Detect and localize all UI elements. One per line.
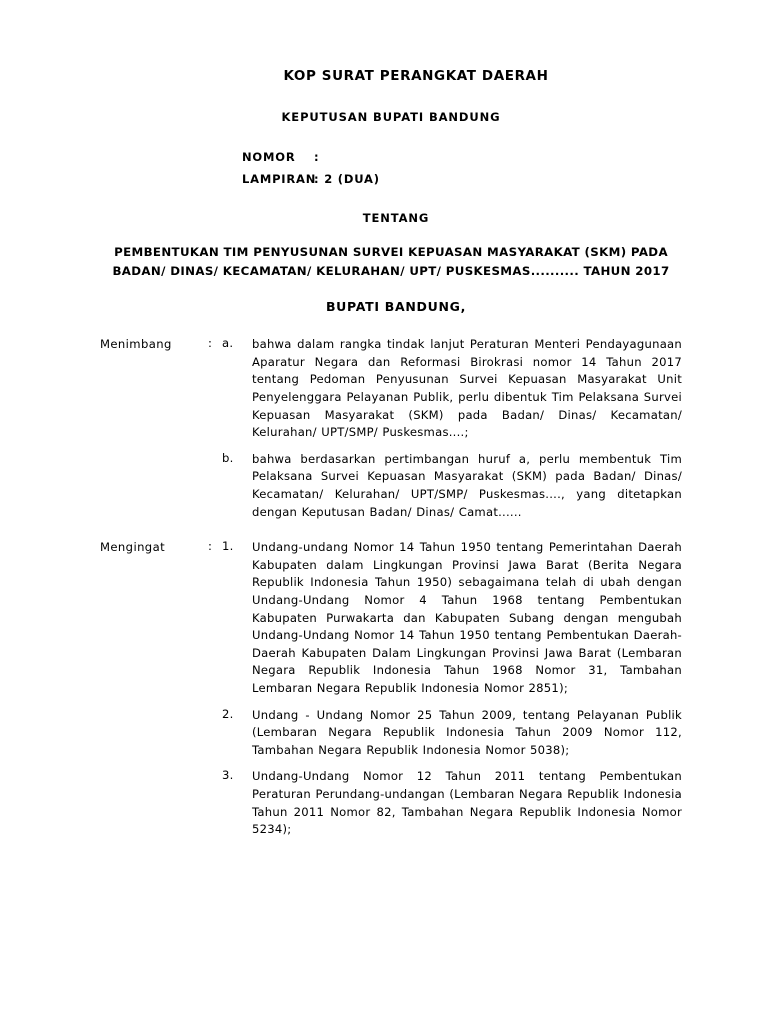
decree-heading-block (100, 110, 682, 124)
nomor-value: : (314, 150, 320, 164)
list-item (222, 336, 682, 442)
decree-subject-title: PEMBENTUKAN TIM PENYUSUNAN SURVEI KEPUASAN MASYARAKAT (SKM) PADA BADAN/ DINAS/ KECAMATAN/ KELURAHAN/ UPT/ PUSKESMAS.......... TAHUN 2017 (112, 244, 670, 278)
item-text: Undang-Undang Nomor 12 Tahun 2011 tentang Pembentukan Peraturan Perundang-undangan (Lembaran Negara Republik Indonesia Tahun 2011 Nomor 82, Tambahan Negara Republik Indonesia Nomor 5234); (252, 769, 682, 837)
clause-mengingat (100, 539, 682, 839)
lampiran-row (242, 168, 682, 190)
list-item (222, 539, 682, 697)
clause-items (222, 539, 682, 839)
list-item (222, 707, 682, 760)
decree-heading: KEPUTUSAN BUPATI BANDUNG (281, 110, 501, 124)
list-item (222, 768, 682, 838)
lampiran-value: : 2 (DUA) (314, 172, 380, 187)
number-block (242, 146, 682, 191)
item-marker: a. (222, 336, 234, 351)
nomor-label: NOMOR (242, 150, 296, 164)
nomor-row (242, 146, 682, 168)
lampiran-label: LAMPIRAN (242, 172, 317, 187)
letterhead-title: KOP SURAT PERANGKAT DAERAH (283, 68, 549, 84)
item-marker: 3. (222, 768, 234, 783)
clause-colon: : (208, 336, 212, 351)
item-text: Undang - Undang Nomor 25 Tahun 2009, tentang Pelayanan Publik (Lembaran Negara Republik Indonesia Tahun 2009 Nomor 112, Tambahan Negara Republik Indonesia Nomor 5038); (252, 707, 682, 757)
item-marker: 2. (222, 706, 234, 721)
item-text: bahwa berdasarkan pertimbangan huruf a, perlu membentuk Tim Pelaksana Survei Kepuasan Masyarakat (SKM) pada Badan/ Dinas/ Kecamatan/ Kelurahan/ UPT/SMP/ Puskesmas...., yang ditetapkan dengan Keputusan Badan/ Dinas/ Camat...... (252, 451, 682, 519)
list-item (222, 451, 682, 521)
clause-menimbang (100, 336, 682, 521)
item-text: Undang-undang Nomor 14 Tahun 1950 tentang Pemerintahan Daerah Kabupaten dalam Lingkungan Provinsi Jawa Barat (Berita Negara Republik Indonesia Tahun 1950) sebagaimana telah di ubah dengan Undang-Undang Nomor 4 Tahun 1968 tentang Pembentukan Kabupaten Purwakarta dan Kabupaten Subang dengan mengubah Undang-Undang Nomor 14 Tahun 1950 tentang Pembentukan Daerah-Daerah Kabupaten Dalam Lingkungan Provinsi Jawa Barat (Lembaran Negara Republik Indonesia Tahun 1968 Nomor 31, Tambahan Lembaran Negara Republik Indonesia Nomor 2851); (252, 540, 682, 696)
item-text: bahwa dalam rangka tindak lanjut Peraturan Menteri Pendayagunaan Aparatur Negara dan Reformasi Birokrasi nomor 14 Tahun 2017 tentang Pedoman Penyusunan Survei Kepuasan Masyarakat Unit Penyelenggara Pelayanan Publik, perlu dibentuk Tim Pelaksana Survei Kepuasan Masyarakat (SKM) pada Badan/ Dinas/ Kecamatan/ Kelurahan/ UPT/SMP/ Puskesmas....; (252, 337, 682, 440)
item-marker: 1. (222, 539, 234, 554)
item-marker: b. (222, 450, 234, 465)
clause-colon: : (208, 539, 212, 554)
tentang-label: TENTANG (362, 210, 430, 225)
clause-title: Menimbang (100, 337, 172, 352)
document-body (100, 336, 682, 839)
official-title: BUPATI BANDUNG, (325, 299, 467, 315)
clause-title: Mengingat (100, 540, 166, 555)
clause-items (222, 336, 682, 521)
